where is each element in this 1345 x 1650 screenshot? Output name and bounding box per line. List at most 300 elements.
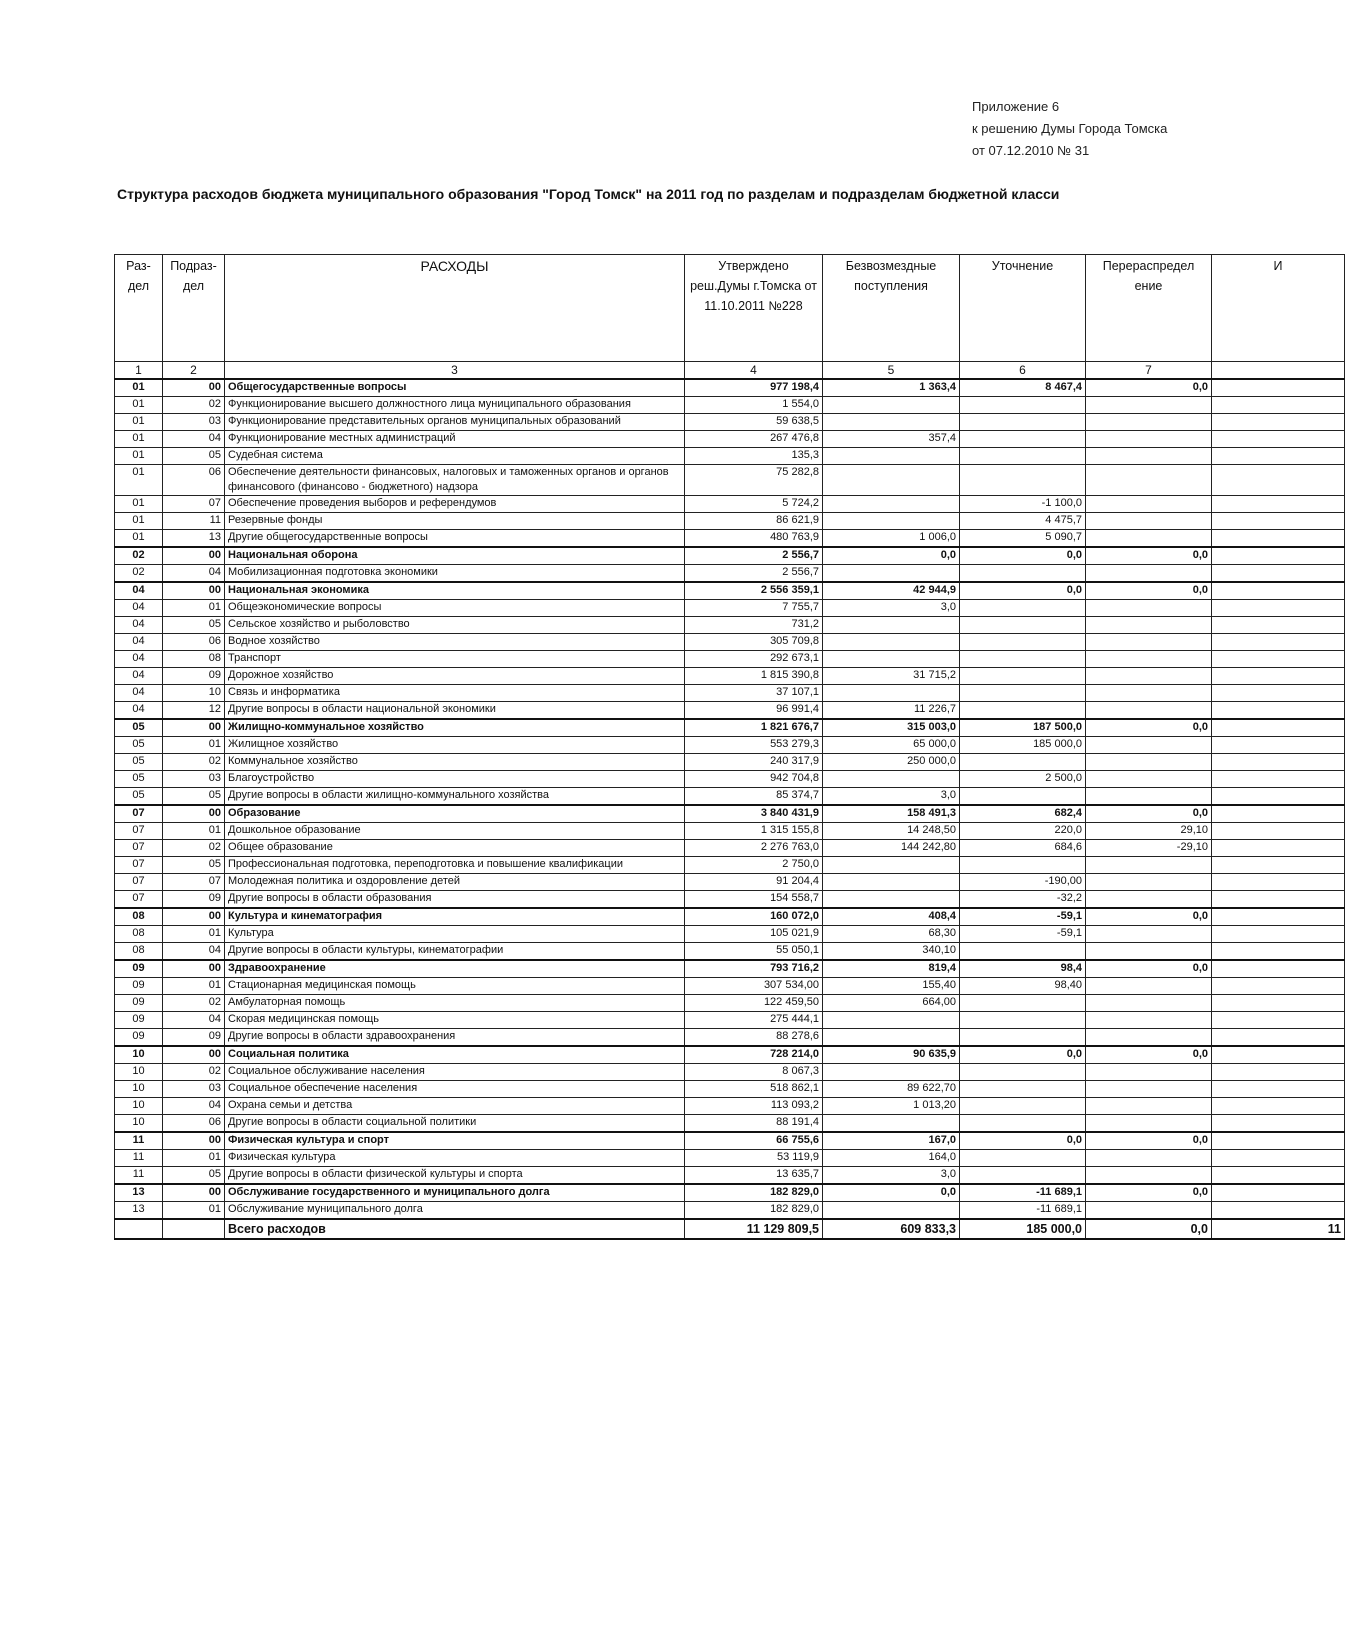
cell-razdel: 07 bbox=[115, 874, 163, 891]
budget-table-container bbox=[114, 254, 1341, 1240]
column-number: 5 bbox=[823, 362, 960, 380]
cell-approved: 553 279,3 bbox=[685, 737, 823, 754]
cell-approved: 728 214,0 bbox=[685, 1046, 823, 1064]
cell-expense-name: Другие вопросы в области культуры, кинематографии bbox=[225, 943, 685, 961]
cell-grants: 14 248,50 bbox=[823, 823, 960, 840]
cell-final bbox=[1212, 431, 1345, 448]
cell-approved: 731,2 bbox=[685, 617, 823, 634]
cell-approved: 267 476,8 bbox=[685, 431, 823, 448]
cell-redistribution bbox=[1086, 617, 1212, 634]
header-razdel: Раз-дел bbox=[115, 255, 163, 362]
cell-adjustment bbox=[960, 668, 1086, 685]
cell-final bbox=[1212, 1046, 1345, 1064]
cell-adjustment bbox=[960, 788, 1086, 806]
cell-adjustment: 0,0 bbox=[960, 1132, 1086, 1150]
cell-final bbox=[1212, 1150, 1345, 1167]
header-utverzhdeno: Утверждено реш.Думы г.Томска от 11.10.2011 №228 bbox=[685, 255, 823, 362]
table-row bbox=[115, 685, 1345, 702]
cell-podrazdel: 01 bbox=[163, 926, 225, 943]
cell-grants bbox=[823, 617, 960, 634]
cell-expense-name: Обеспечение проведения выборов и референдумов bbox=[225, 496, 685, 513]
cell-razdel: 04 bbox=[115, 634, 163, 651]
cell-grants bbox=[823, 857, 960, 874]
cell-final bbox=[1212, 771, 1345, 788]
cell-razdel: 05 bbox=[115, 719, 163, 737]
table-row bbox=[115, 1064, 1345, 1081]
table-row bbox=[115, 960, 1345, 978]
table-row bbox=[115, 379, 1345, 397]
cell-podrazdel: 04 bbox=[163, 565, 225, 583]
budget-table bbox=[114, 254, 1345, 1240]
cell-final bbox=[1212, 634, 1345, 651]
cell-redistribution bbox=[1086, 431, 1212, 448]
cell-podrazdel: 09 bbox=[163, 891, 225, 909]
cell-expense-name: Обслуживание муниципального долга bbox=[225, 1202, 685, 1220]
cell-final bbox=[1212, 754, 1345, 771]
table-header-row bbox=[115, 255, 1345, 362]
cell-podrazdel: 04 bbox=[163, 1012, 225, 1029]
column-number: 1 bbox=[115, 362, 163, 380]
table-row bbox=[115, 857, 1345, 874]
cell-razdel: 01 bbox=[115, 448, 163, 465]
cell-approved: 240 317,9 bbox=[685, 754, 823, 771]
cell-expense-name: Общее образование bbox=[225, 840, 685, 857]
cell-grants: 664,00 bbox=[823, 995, 960, 1012]
header-pereraspredelenie: Перераспредел ение bbox=[1086, 255, 1212, 362]
cell-expense-name: Молодежная политика и оздоровление детей bbox=[225, 874, 685, 891]
cell-adjustment bbox=[960, 1150, 1086, 1167]
table-row bbox=[115, 1150, 1345, 1167]
cell-podrazdel: 04 bbox=[163, 1098, 225, 1115]
total-row bbox=[115, 1219, 1345, 1239]
cell-razdel: 02 bbox=[115, 565, 163, 583]
table-row bbox=[115, 1098, 1345, 1115]
cell-podrazdel: 03 bbox=[163, 414, 225, 431]
cell-podrazdel: 07 bbox=[163, 874, 225, 891]
cell-approved: 86 621,9 bbox=[685, 513, 823, 530]
cell-approved: 2 750,0 bbox=[685, 857, 823, 874]
cell-razdel: 09 bbox=[115, 960, 163, 978]
cell-redistribution bbox=[1086, 788, 1212, 806]
cell-redistribution: 0,0 bbox=[1086, 960, 1212, 978]
cell-expense-name: Стационарная медицинская помощь bbox=[225, 978, 685, 995]
column-number: 4 bbox=[685, 362, 823, 380]
cell-expense-name: Другие вопросы в области социальной политики bbox=[225, 1115, 685, 1133]
cell-expense-name: Скорая медицинская помощь bbox=[225, 1012, 685, 1029]
table-row bbox=[115, 1029, 1345, 1047]
cell-adjustment bbox=[960, 600, 1086, 617]
cell-grants: 1 006,0 bbox=[823, 530, 960, 548]
cell-adjustment: 4 475,7 bbox=[960, 513, 1086, 530]
cell-grants: 68,30 bbox=[823, 926, 960, 943]
cell-final bbox=[1212, 617, 1345, 634]
cell-redistribution bbox=[1086, 1150, 1212, 1167]
cell-approved: 96 991,4 bbox=[685, 702, 823, 720]
cell-adjustment: 0,0 bbox=[960, 547, 1086, 565]
cell-redistribution bbox=[1086, 891, 1212, 909]
cell-grants bbox=[823, 651, 960, 668]
cell-final bbox=[1212, 448, 1345, 465]
cell-final bbox=[1212, 547, 1345, 565]
cell-final bbox=[1212, 1202, 1345, 1220]
cell-grants bbox=[823, 685, 960, 702]
cell-approved: 2 556 359,1 bbox=[685, 582, 823, 600]
table-row bbox=[115, 874, 1345, 891]
cell-expense-name: Водное хозяйство bbox=[225, 634, 685, 651]
cell-approved: 1 815 390,8 bbox=[685, 668, 823, 685]
cell-adjustment bbox=[960, 1098, 1086, 1115]
cell-final bbox=[1212, 1064, 1345, 1081]
cell-grants: 42 944,9 bbox=[823, 582, 960, 600]
cell-adjustment: -190,00 bbox=[960, 874, 1086, 891]
cell-final bbox=[1212, 668, 1345, 685]
cell-approved: 292 673,1 bbox=[685, 651, 823, 668]
cell-expense-name: Другие вопросы в области жилищно-коммунального хозяйства bbox=[225, 788, 685, 806]
cell-expense-name: Обслуживание государственного и муниципального долга bbox=[225, 1184, 685, 1202]
table-row bbox=[115, 1012, 1345, 1029]
cell-podrazdel: 10 bbox=[163, 685, 225, 702]
cell-grants bbox=[823, 634, 960, 651]
cell-adjustment: 0,0 bbox=[960, 1046, 1086, 1064]
cell-grants: 357,4 bbox=[823, 431, 960, 448]
cell-razdel: 10 bbox=[115, 1081, 163, 1098]
cell-podrazdel: 00 bbox=[163, 908, 225, 926]
cell-expense-name: Физическая культура и спорт bbox=[225, 1132, 685, 1150]
table-row bbox=[115, 754, 1345, 771]
cell-final bbox=[1212, 513, 1345, 530]
table-row bbox=[115, 840, 1345, 857]
cell-final bbox=[1212, 685, 1345, 702]
cell-razdel: 05 bbox=[115, 754, 163, 771]
cell-podrazdel: 00 bbox=[163, 1184, 225, 1202]
cell-podrazdel: 05 bbox=[163, 788, 225, 806]
cell-final bbox=[1212, 943, 1345, 961]
cell-final bbox=[1212, 788, 1345, 806]
cell-approved: 793 716,2 bbox=[685, 960, 823, 978]
cell-expense-name: Обеспечение деятельности финансовых, налоговых и таможенных органов и органов финансового (финансово - бюджетного) надзора bbox=[225, 465, 685, 496]
cell-final bbox=[1212, 719, 1345, 737]
cell-approved: 75 282,8 bbox=[685, 465, 823, 496]
table-row bbox=[115, 600, 1345, 617]
cell-grants bbox=[823, 565, 960, 583]
cell-podrazdel: 06 bbox=[163, 465, 225, 496]
table-row bbox=[115, 513, 1345, 530]
cell-grants bbox=[823, 513, 960, 530]
cell-adjustment: 98,40 bbox=[960, 978, 1086, 995]
table-row bbox=[115, 1167, 1345, 1185]
cell-approved: 88 191,4 bbox=[685, 1115, 823, 1133]
cell-expense-name: Национальная оборона bbox=[225, 547, 685, 565]
cell-redistribution: 0,0 bbox=[1086, 908, 1212, 926]
cell-expense-name: Культура bbox=[225, 926, 685, 943]
total-grants: 609 833,3 bbox=[823, 1219, 960, 1239]
table-row bbox=[115, 771, 1345, 788]
table-row bbox=[115, 397, 1345, 414]
cell-razdel: 01 bbox=[115, 530, 163, 548]
cell-razdel: 09 bbox=[115, 1012, 163, 1029]
cell-final bbox=[1212, 908, 1345, 926]
cell-podrazdel: 01 bbox=[163, 1202, 225, 1220]
cell-podrazdel: 04 bbox=[163, 431, 225, 448]
header-raskhody: РАСХОДЫ bbox=[225, 255, 685, 362]
cell-approved: 105 021,9 bbox=[685, 926, 823, 943]
cell-final bbox=[1212, 1012, 1345, 1029]
cell-approved: 182 829,0 bbox=[685, 1202, 823, 1220]
cell-final bbox=[1212, 530, 1345, 548]
cell-grants bbox=[823, 397, 960, 414]
cell-grants: 315 003,0 bbox=[823, 719, 960, 737]
cell-adjustment bbox=[960, 651, 1086, 668]
cell-razdel: 13 bbox=[115, 1184, 163, 1202]
total-final: 11 bbox=[1212, 1219, 1345, 1239]
cell-expense-name: Физическая культура bbox=[225, 1150, 685, 1167]
cell-razdel: 05 bbox=[115, 737, 163, 754]
cell-podrazdel: 00 bbox=[163, 582, 225, 600]
total-cell-empty bbox=[115, 1219, 163, 1239]
cell-adjustment: 0,0 bbox=[960, 582, 1086, 600]
cell-podrazdel: 05 bbox=[163, 857, 225, 874]
cell-razdel: 09 bbox=[115, 995, 163, 1012]
cell-podrazdel: 04 bbox=[163, 943, 225, 961]
cell-razdel: 08 bbox=[115, 908, 163, 926]
cell-final bbox=[1212, 582, 1345, 600]
table-row bbox=[115, 431, 1345, 448]
cell-razdel: 11 bbox=[115, 1132, 163, 1150]
cell-podrazdel: 03 bbox=[163, 1081, 225, 1098]
cell-grants bbox=[823, 465, 960, 496]
cell-grants bbox=[823, 496, 960, 513]
cell-approved: 2 276 763,0 bbox=[685, 840, 823, 857]
cell-podrazdel: 02 bbox=[163, 1064, 225, 1081]
cell-razdel: 11 bbox=[115, 1167, 163, 1185]
cell-grants bbox=[823, 771, 960, 788]
cell-redistribution bbox=[1086, 448, 1212, 465]
cell-final bbox=[1212, 891, 1345, 909]
cell-final bbox=[1212, 1029, 1345, 1047]
cell-approved: 135,3 bbox=[685, 448, 823, 465]
cell-podrazdel: 00 bbox=[163, 547, 225, 565]
cell-expense-name: Социальное обеспечение населения bbox=[225, 1081, 685, 1098]
table-row bbox=[115, 668, 1345, 685]
cell-redistribution bbox=[1086, 943, 1212, 961]
cell-grants bbox=[823, 874, 960, 891]
header-bezvozmezdnye: Безвозмездные поступления bbox=[823, 255, 960, 362]
cell-redistribution bbox=[1086, 668, 1212, 685]
cell-razdel: 07 bbox=[115, 823, 163, 840]
cell-adjustment: -32,2 bbox=[960, 891, 1086, 909]
cell-expense-name: Другие вопросы в области национальной экономики bbox=[225, 702, 685, 720]
cell-adjustment bbox=[960, 1064, 1086, 1081]
cell-grants: 144 242,80 bbox=[823, 840, 960, 857]
table-body bbox=[115, 379, 1345, 1219]
cell-final bbox=[1212, 702, 1345, 720]
cell-podrazdel: 02 bbox=[163, 397, 225, 414]
cell-approved: 85 374,7 bbox=[685, 788, 823, 806]
cell-redistribution bbox=[1086, 1081, 1212, 1098]
cell-expense-name: Другие вопросы в области физической культуры и спорта bbox=[225, 1167, 685, 1185]
table-row bbox=[115, 788, 1345, 806]
cell-razdel: 10 bbox=[115, 1064, 163, 1081]
cell-redistribution: 0,0 bbox=[1086, 805, 1212, 823]
cell-grants: 158 491,3 bbox=[823, 805, 960, 823]
cell-razdel: 10 bbox=[115, 1098, 163, 1115]
cell-approved: 8 067,3 bbox=[685, 1064, 823, 1081]
appendix-line-3: от 07.12.2010 № 31 bbox=[972, 143, 1090, 158]
cell-redistribution bbox=[1086, 496, 1212, 513]
cell-razdel: 04 bbox=[115, 582, 163, 600]
table-row bbox=[115, 719, 1345, 737]
header-itogo: И bbox=[1212, 255, 1345, 362]
cell-razdel: 07 bbox=[115, 891, 163, 909]
cell-redistribution bbox=[1086, 1115, 1212, 1133]
cell-redistribution bbox=[1086, 685, 1212, 702]
cell-expense-name: Другие вопросы в области образования bbox=[225, 891, 685, 909]
cell-redistribution bbox=[1086, 634, 1212, 651]
cell-razdel: 01 bbox=[115, 397, 163, 414]
cell-redistribution bbox=[1086, 1012, 1212, 1029]
table-row bbox=[115, 908, 1345, 926]
cell-redistribution bbox=[1086, 874, 1212, 891]
cell-redistribution bbox=[1086, 1064, 1212, 1081]
cell-final bbox=[1212, 926, 1345, 943]
cell-expense-name: Образование bbox=[225, 805, 685, 823]
cell-final bbox=[1212, 857, 1345, 874]
cell-razdel: 04 bbox=[115, 617, 163, 634]
cell-redistribution bbox=[1086, 995, 1212, 1012]
cell-podrazdel: 02 bbox=[163, 840, 225, 857]
cell-grants: 3,0 bbox=[823, 600, 960, 617]
column-number: 2 bbox=[163, 362, 225, 380]
cell-grants bbox=[823, 448, 960, 465]
cell-adjustment: -59,1 bbox=[960, 908, 1086, 926]
cell-approved: 3 840 431,9 bbox=[685, 805, 823, 823]
table-row bbox=[115, 465, 1345, 496]
table-row bbox=[115, 565, 1345, 583]
cell-podrazdel: 00 bbox=[163, 805, 225, 823]
cell-approved: 13 635,7 bbox=[685, 1167, 823, 1185]
cell-razdel: 04 bbox=[115, 651, 163, 668]
cell-podrazdel: 05 bbox=[163, 1167, 225, 1185]
cell-razdel: 02 bbox=[115, 547, 163, 565]
cell-expense-name: Связь и информатика bbox=[225, 685, 685, 702]
cell-expense-name: Коммунальное хозяйство bbox=[225, 754, 685, 771]
cell-approved: 518 862,1 bbox=[685, 1081, 823, 1098]
cell-razdel: 05 bbox=[115, 788, 163, 806]
cell-podrazdel: 12 bbox=[163, 702, 225, 720]
cell-redistribution bbox=[1086, 1029, 1212, 1047]
column-number: 3 bbox=[225, 362, 685, 380]
cell-grants: 65 000,0 bbox=[823, 737, 960, 754]
cell-redistribution bbox=[1086, 651, 1212, 668]
cell-podrazdel: 00 bbox=[163, 1046, 225, 1064]
cell-redistribution bbox=[1086, 565, 1212, 583]
cell-redistribution bbox=[1086, 737, 1212, 754]
cell-adjustment bbox=[960, 465, 1086, 496]
cell-expense-name: Мобилизационная подготовка экономики bbox=[225, 565, 685, 583]
cell-final bbox=[1212, 1167, 1345, 1185]
cell-redistribution bbox=[1086, 414, 1212, 431]
cell-podrazdel: 00 bbox=[163, 719, 225, 737]
cell-razdel: 01 bbox=[115, 496, 163, 513]
cell-razdel: 05 bbox=[115, 771, 163, 788]
cell-grants: 11 226,7 bbox=[823, 702, 960, 720]
cell-final bbox=[1212, 379, 1345, 397]
cell-grants: 1 013,20 bbox=[823, 1098, 960, 1115]
table-row bbox=[115, 651, 1345, 668]
cell-adjustment bbox=[960, 565, 1086, 583]
cell-adjustment: 220,0 bbox=[960, 823, 1086, 840]
cell-expense-name: Другие общегосударственные вопросы bbox=[225, 530, 685, 548]
cell-approved: 2 556,7 bbox=[685, 547, 823, 565]
cell-adjustment bbox=[960, 702, 1086, 720]
cell-approved: 307 534,00 bbox=[685, 978, 823, 995]
table-row bbox=[115, 1046, 1345, 1064]
cell-podrazdel: 07 bbox=[163, 496, 225, 513]
cell-razdel: 01 bbox=[115, 414, 163, 431]
cell-razdel: 04 bbox=[115, 702, 163, 720]
cell-approved: 1 821 676,7 bbox=[685, 719, 823, 737]
cell-expense-name: Транспорт bbox=[225, 651, 685, 668]
table-row bbox=[115, 943, 1345, 961]
cell-razdel: 09 bbox=[115, 1029, 163, 1047]
cell-expense-name: Функционирование представительных органов муниципальных образований bbox=[225, 414, 685, 431]
cell-podrazdel: 01 bbox=[163, 1150, 225, 1167]
cell-final bbox=[1212, 1115, 1345, 1133]
cell-expense-name: Дошкольное образование bbox=[225, 823, 685, 840]
cell-expense-name: Общегосударственные вопросы bbox=[225, 379, 685, 397]
cell-grants: 250 000,0 bbox=[823, 754, 960, 771]
table-row bbox=[115, 1115, 1345, 1133]
cell-razdel: 09 bbox=[115, 978, 163, 995]
cell-approved: 2 556,7 bbox=[685, 565, 823, 583]
cell-adjustment: -11 689,1 bbox=[960, 1184, 1086, 1202]
cell-expense-name: Национальная экономика bbox=[225, 582, 685, 600]
cell-expense-name: Социальная политика bbox=[225, 1046, 685, 1064]
cell-podrazdel: 00 bbox=[163, 960, 225, 978]
cell-adjustment: 5 090,7 bbox=[960, 530, 1086, 548]
cell-grants: 90 635,9 bbox=[823, 1046, 960, 1064]
cell-final bbox=[1212, 1098, 1345, 1115]
table-row bbox=[115, 1081, 1345, 1098]
cell-expense-name: Жилищно-коммунальное хозяйство bbox=[225, 719, 685, 737]
cell-grants: 3,0 bbox=[823, 788, 960, 806]
cell-approved: 53 119,9 bbox=[685, 1150, 823, 1167]
cell-final bbox=[1212, 414, 1345, 431]
cell-expense-name: Общеэкономические вопросы bbox=[225, 600, 685, 617]
cell-approved: 942 704,8 bbox=[685, 771, 823, 788]
cell-expense-name: Функционирование высшего должностного лица муниципального образования bbox=[225, 397, 685, 414]
table-row bbox=[115, 823, 1345, 840]
cell-adjustment bbox=[960, 617, 1086, 634]
cell-adjustment bbox=[960, 857, 1086, 874]
cell-redistribution: 0,0 bbox=[1086, 1046, 1212, 1064]
table-row bbox=[115, 414, 1345, 431]
cell-redistribution bbox=[1086, 771, 1212, 788]
cell-razdel: 04 bbox=[115, 685, 163, 702]
cell-razdel: 10 bbox=[115, 1115, 163, 1133]
table-row bbox=[115, 1184, 1345, 1202]
cell-podrazdel: 05 bbox=[163, 448, 225, 465]
cell-adjustment: -11 689,1 bbox=[960, 1202, 1086, 1220]
cell-adjustment bbox=[960, 685, 1086, 702]
cell-grants bbox=[823, 1064, 960, 1081]
cell-grants bbox=[823, 414, 960, 431]
cell-final bbox=[1212, 1081, 1345, 1098]
cell-grants: 0,0 bbox=[823, 547, 960, 565]
cell-grants: 408,4 bbox=[823, 908, 960, 926]
cell-grants: 164,0 bbox=[823, 1150, 960, 1167]
cell-redistribution bbox=[1086, 978, 1212, 995]
